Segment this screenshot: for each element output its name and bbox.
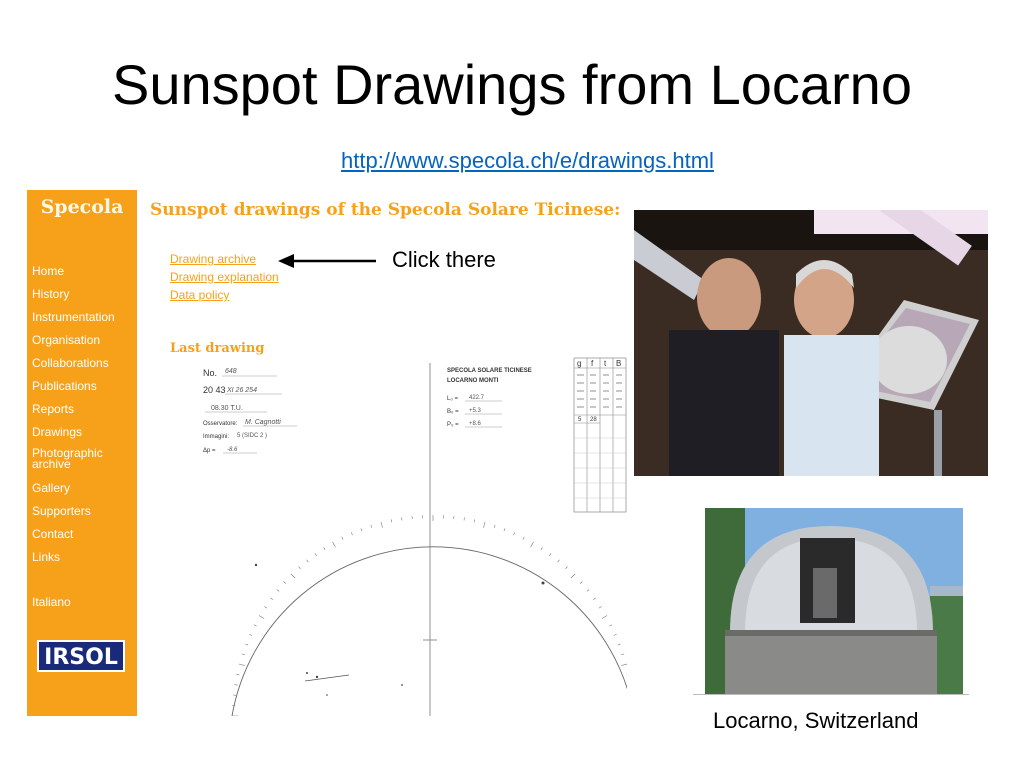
nav-item-links[interactable]: Links (32, 550, 61, 564)
data-policy-link[interactable]: Data policy (170, 288, 230, 302)
nav-item-drawings[interactable]: Drawings (32, 425, 83, 439)
table-header-g: g (577, 359, 582, 368)
sheet-lo-value: 422.7 (469, 395, 485, 401)
sheet-po-value: +8.6 (469, 421, 481, 427)
nav-item-gallery[interactable]: Gallery (32, 481, 71, 495)
photo-observatory-dome (705, 508, 963, 694)
nav-item-collaborations[interactable]: Collaborations (32, 356, 109, 370)
click-there-label: Click there (392, 247, 496, 272)
irsol-logo[interactable]: IRSOL (37, 640, 125, 672)
last-drawing-heading: Last drawing (170, 341, 265, 356)
photo-divider (693, 694, 969, 695)
sheet-lo-label: L₀ = (447, 396, 458, 402)
site-link-list (170, 250, 279, 304)
sheet-no-label: No. (203, 368, 218, 378)
table-footer-g: 5 (578, 417, 582, 423)
sheet-no-value: 648 (225, 368, 237, 375)
nav-item-reports[interactable]: Reports (32, 402, 75, 416)
nav-item-publications[interactable]: Publications (32, 379, 97, 393)
sheet-date-prefix: 20 43 (203, 385, 226, 395)
drawing-archive-link[interactable]: Drawing archive (170, 252, 257, 266)
nav-item-supporters[interactable]: Supporters (32, 504, 91, 518)
sunspot-marks (255, 564, 545, 696)
sheet-ap-value: -8.6 (227, 447, 238, 453)
table-header-f: f (591, 359, 594, 368)
sheet-observer-label: Osservatore: (203, 421, 238, 427)
nav-item-organisation[interactable]: Organisation (32, 333, 101, 347)
sidebar-brand: Specola (40, 196, 124, 218)
group-table (574, 358, 626, 512)
drawing-explanation-link[interactable]: Drawing explanation (170, 270, 279, 284)
nav-item-home[interactable]: Home (32, 264, 65, 278)
site-heading: Sunspot drawings of the Specola Solare Ticinese: (150, 200, 621, 220)
nav-item-instrumentation[interactable]: Instrumentation (32, 310, 115, 324)
sheet-po-label: P₀ = (447, 422, 459, 428)
photo-caption: Locarno, Switzerland (713, 708, 919, 733)
nav-item-contact[interactable]: Contact (32, 527, 74, 541)
table-header-b: B (616, 359, 622, 368)
sheet-org-line1: SPECOLA SOLARE TICINESE (447, 368, 532, 374)
sheet-date-value: XI 26 254 (227, 387, 257, 394)
sheet-images-label: Immagini: (203, 434, 230, 440)
sheet-bo-value: +5.3 (469, 408, 481, 414)
nav-item-photographic-archive[interactable]: Photographic archive (32, 446, 103, 471)
slide-title: Sunspot Drawings from Locarno (112, 53, 912, 116)
nav-item-italiano[interactable]: Italiano (32, 595, 71, 609)
sidebar (27, 190, 137, 716)
sunspot-drawing-sheet (177, 355, 627, 716)
sidebar-nav (32, 264, 136, 618)
sheet-bo-label: B₀ = (447, 409, 459, 415)
sheet-org-line2: LOCARNO MONTI (447, 378, 499, 384)
table-header-t: t (604, 359, 607, 368)
sheet-ap-label: Δp = (203, 448, 216, 454)
photo-two-men-at-telescope (634, 210, 988, 476)
nav-item-history[interactable]: History (32, 287, 70, 301)
table-footer-f: 28 (590, 417, 597, 423)
website-link[interactable]: http://www.specola.ch/e/drawings.html (341, 148, 714, 173)
sheet-observer-value: M. Cagnotti (245, 419, 281, 426)
sheet-time-value: 08.30 T.U. (211, 405, 243, 412)
sheet-images-value: 5 (SIDC 2 ) (237, 433, 268, 439)
pointer-arrow (278, 250, 378, 272)
solar-disc-outline (232, 515, 627, 716)
